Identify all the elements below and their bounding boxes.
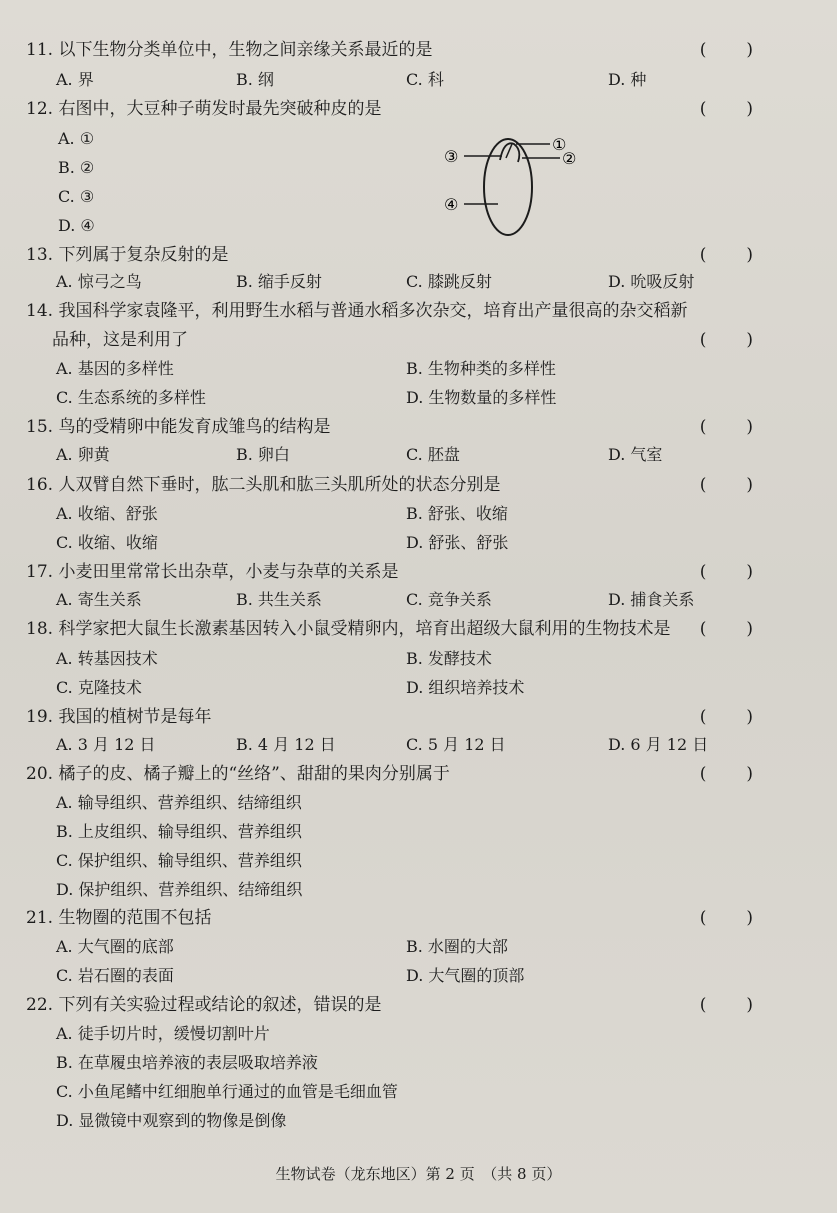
answer-parens: () (699, 99, 793, 119)
embryo-radicle (500, 143, 519, 162)
option-c: C. 膝跳反射 (406, 272, 492, 291)
diagram-label-1: ① (552, 135, 567, 154)
option-d: D. 气室 (608, 445, 663, 464)
option-d: D. 大气圈的顶部 (406, 966, 525, 985)
question-stem: 17. 小麦田里常常长出杂草，小麦与杂草的关系是 (26, 562, 399, 582)
option-a: A. 收缩、舒张 (56, 504, 158, 523)
option-c: C. 保护组织、输导组织、营养组织 (56, 851, 302, 870)
option-d: D. 生物数量的多样性 (406, 388, 557, 407)
question-11 (26, 39, 817, 61)
answer-parens: () (699, 330, 793, 350)
answer-parens: () (699, 764, 793, 784)
question-19 (26, 706, 817, 728)
option-b: B. 纲 (236, 70, 274, 89)
diagram-label-4: ④ (444, 195, 459, 214)
question-stem-line-2: 品种，这是利用了 (52, 330, 188, 350)
answer-parens: () (699, 417, 793, 437)
option-c: C. 小鱼尾鳍中红细胞单行通过的血管是毛细血管 (56, 1082, 398, 1101)
option-a: A. 卵黄 (56, 445, 110, 464)
question-stem: 19. 我国的植树节是每年 (26, 707, 212, 727)
option-a: A. 基因的多样性 (56, 359, 174, 378)
answer-parens: () (699, 475, 793, 495)
question-stem: 22. 下列有关实验过程或结论的叙述，错误的是 (26, 995, 382, 1015)
question-12 (26, 98, 817, 120)
question-18 (26, 618, 817, 640)
question-stem: 11. 以下生物分类单位中，生物之间亲缘关系最近的是 (26, 40, 433, 60)
option-b: B. 在草履虫培养液的表层吸取培养液 (56, 1053, 318, 1072)
option-c: C. 克隆技术 (56, 678, 142, 697)
answer-parens: () (699, 908, 793, 928)
option-a: A. 转基因技术 (56, 649, 158, 668)
option-c: C. 收缩、收缩 (56, 533, 158, 552)
answer-parens: () (699, 707, 793, 727)
answer-parens: () (699, 245, 793, 265)
question-20 (26, 763, 817, 785)
option-c: C. 竞争关系 (406, 590, 492, 609)
answer-parens: () (699, 619, 793, 639)
question-13 (26, 244, 817, 266)
option-b: B. 共生关系 (236, 590, 322, 609)
soybean-seed-diagram (438, 132, 588, 242)
option-d: D. 保护组织、营养组织、结缔组织 (56, 880, 303, 899)
question-16 (26, 474, 817, 496)
option-b: B. 发酵技术 (406, 649, 492, 668)
option-b: B. 卵白 (236, 445, 290, 464)
option-c: C. ③ (58, 187, 95, 206)
question-stem: 20. 橘子的皮、橘子瓣上的“丝络”、甜甜的果肉分别属于 (26, 764, 450, 784)
option-b: B. 生物种类的多样性 (406, 359, 556, 378)
option-b: B. ② (58, 158, 95, 177)
option-b: B. 舒张、收缩 (406, 504, 508, 523)
option-d: D. 吮吸反射 (608, 272, 695, 291)
diagram-label-3: ③ (444, 147, 459, 166)
question-stem: 21. 生物圈的范围不包括 (26, 908, 212, 928)
option-a: A. 寄生关系 (56, 590, 142, 609)
question-15 (26, 416, 817, 438)
option-a: A. 输导组织、营养组织、结缔组织 (56, 793, 302, 812)
option-d: D. 6 月 12 日 (608, 735, 709, 754)
answer-parens: () (699, 562, 793, 582)
option-a: A. ① (58, 129, 95, 148)
option-b: B. 水圈的大部 (406, 937, 508, 956)
embryo-plumule (506, 144, 512, 158)
question-stem: 15. 鸟的受精卵中能发育成雏鸟的结构是 (26, 417, 331, 437)
option-b: B. 上皮组织、输导组织、营养组织 (56, 822, 302, 841)
question-stem: 16. 人双臂自然下垂时，肱二头肌和肱三头肌所处的状态分别是 (26, 475, 501, 495)
option-d: D. 捕食关系 (608, 590, 695, 609)
option-a: A. 大气圈的底部 (56, 937, 174, 956)
option-c: C. 5 月 12 日 (406, 735, 506, 754)
diagram-label-2: ② (562, 149, 577, 168)
option-c: C. 生态系统的多样性 (56, 388, 206, 407)
option-a: A. 界 (56, 70, 94, 89)
option-d: D. 种 (608, 70, 647, 89)
question-21 (26, 907, 817, 929)
answer-parens: () (699, 40, 793, 60)
option-c: C. 胚盘 (406, 445, 460, 464)
option-b: B. 缩手反射 (236, 272, 322, 291)
page-footer: 生物试卷（龙东地区）第 2 页 （共 8 页） (275, 1165, 562, 1183)
option-a: A. 徒手切片时，缓慢切割叶片 (56, 1024, 270, 1043)
option-c: C. 岩石圈的表面 (56, 966, 174, 985)
option-d: D. 舒张、舒张 (406, 533, 509, 552)
question-14-continued (52, 329, 817, 351)
question-14 (26, 300, 817, 322)
option-c: C. 科 (406, 70, 444, 89)
question-stem: 13. 下列属于复杂反射的是 (26, 245, 229, 265)
option-d: D. 组织培养技术 (406, 678, 525, 697)
option-a: A. 惊弓之鸟 (56, 272, 142, 291)
question-17 (26, 561, 817, 583)
question-22 (26, 994, 817, 1016)
option-d: D. ④ (58, 216, 95, 235)
question-stem: 18. 科学家把大鼠生长激素基因转入小鼠受精卵内，培育出超级大鼠利用的生物技术是 (26, 619, 671, 639)
answer-parens: () (699, 995, 793, 1015)
option-a: A. 3 月 12 日 (56, 735, 156, 754)
option-d: D. 显微镜中观察到的物像是倒像 (56, 1111, 287, 1130)
question-stem: 12. 右图中，大豆种子萌发时最先突破种皮的是 (26, 99, 382, 119)
question-stem: 14. 我国科学家袁隆平，利用野生水稻与普通水稻多次杂交，培育出产量很高的杂交稻新 (26, 301, 688, 321)
option-b: B. 4 月 12 日 (236, 735, 336, 754)
